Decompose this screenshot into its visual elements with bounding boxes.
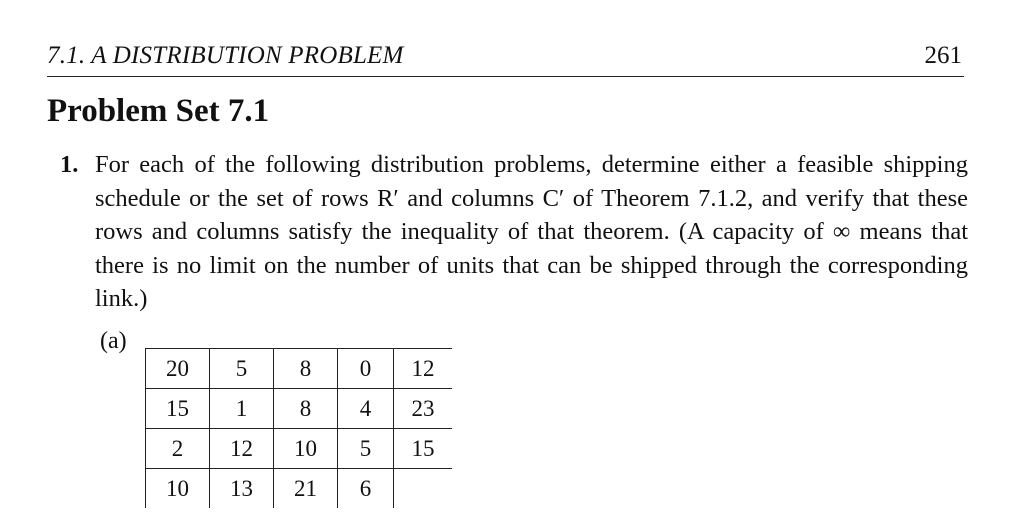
problem-text: For each of the following distribution problems, determine either a feasible shipping schedule or the set of rows R′ and columns C′ of Theorem 7.1.2, and verify that these rows and columns satisfy the inequality of that theorem. (A capacity of ∞ means that there is no limit on the number of units that can be shipped through the corresponding link.)	[95, 151, 968, 312]
capacity-cell: 4	[338, 389, 394, 429]
running-head	[47, 40, 964, 77]
demand-cell: 10	[146, 469, 210, 509]
capacity-cell: 2	[146, 429, 210, 469]
table-row	[146, 429, 453, 469]
table-row	[146, 349, 453, 389]
problem-1	[60, 148, 968, 316]
capacity-cell: 15	[146, 389, 210, 429]
supply-cell: 12	[394, 349, 453, 389]
demand-cell: 6	[338, 469, 394, 509]
capacity-cell: 20	[146, 349, 210, 389]
page-number: 261	[924, 42, 962, 69]
capacity-cell: 1	[210, 389, 274, 429]
supply-cell: 15	[394, 429, 453, 469]
capacity-cell: 5	[338, 429, 394, 469]
table-row	[146, 389, 453, 429]
problem-number: 1.	[60, 151, 79, 178]
problem-set-title: Problem Set 7.1	[47, 93, 270, 129]
section-title: 7.1. A DISTRIBUTION PROBLEM	[47, 42, 404, 69]
distribution-table	[145, 348, 452, 508]
demand-row	[146, 469, 453, 509]
demand-cell: 21	[274, 469, 338, 509]
part-a-label: (a)	[100, 328, 127, 354]
corner-cell	[394, 469, 453, 509]
capacity-cell: 12	[210, 429, 274, 469]
capacity-cell: 8	[274, 349, 338, 389]
supply-cell: 23	[394, 389, 453, 429]
demand-cell: 13	[210, 469, 274, 509]
capacity-cell: 8	[274, 389, 338, 429]
capacity-cell: 0	[338, 349, 394, 389]
capacity-cell: 5	[210, 349, 274, 389]
capacity-cell: 10	[274, 429, 338, 469]
